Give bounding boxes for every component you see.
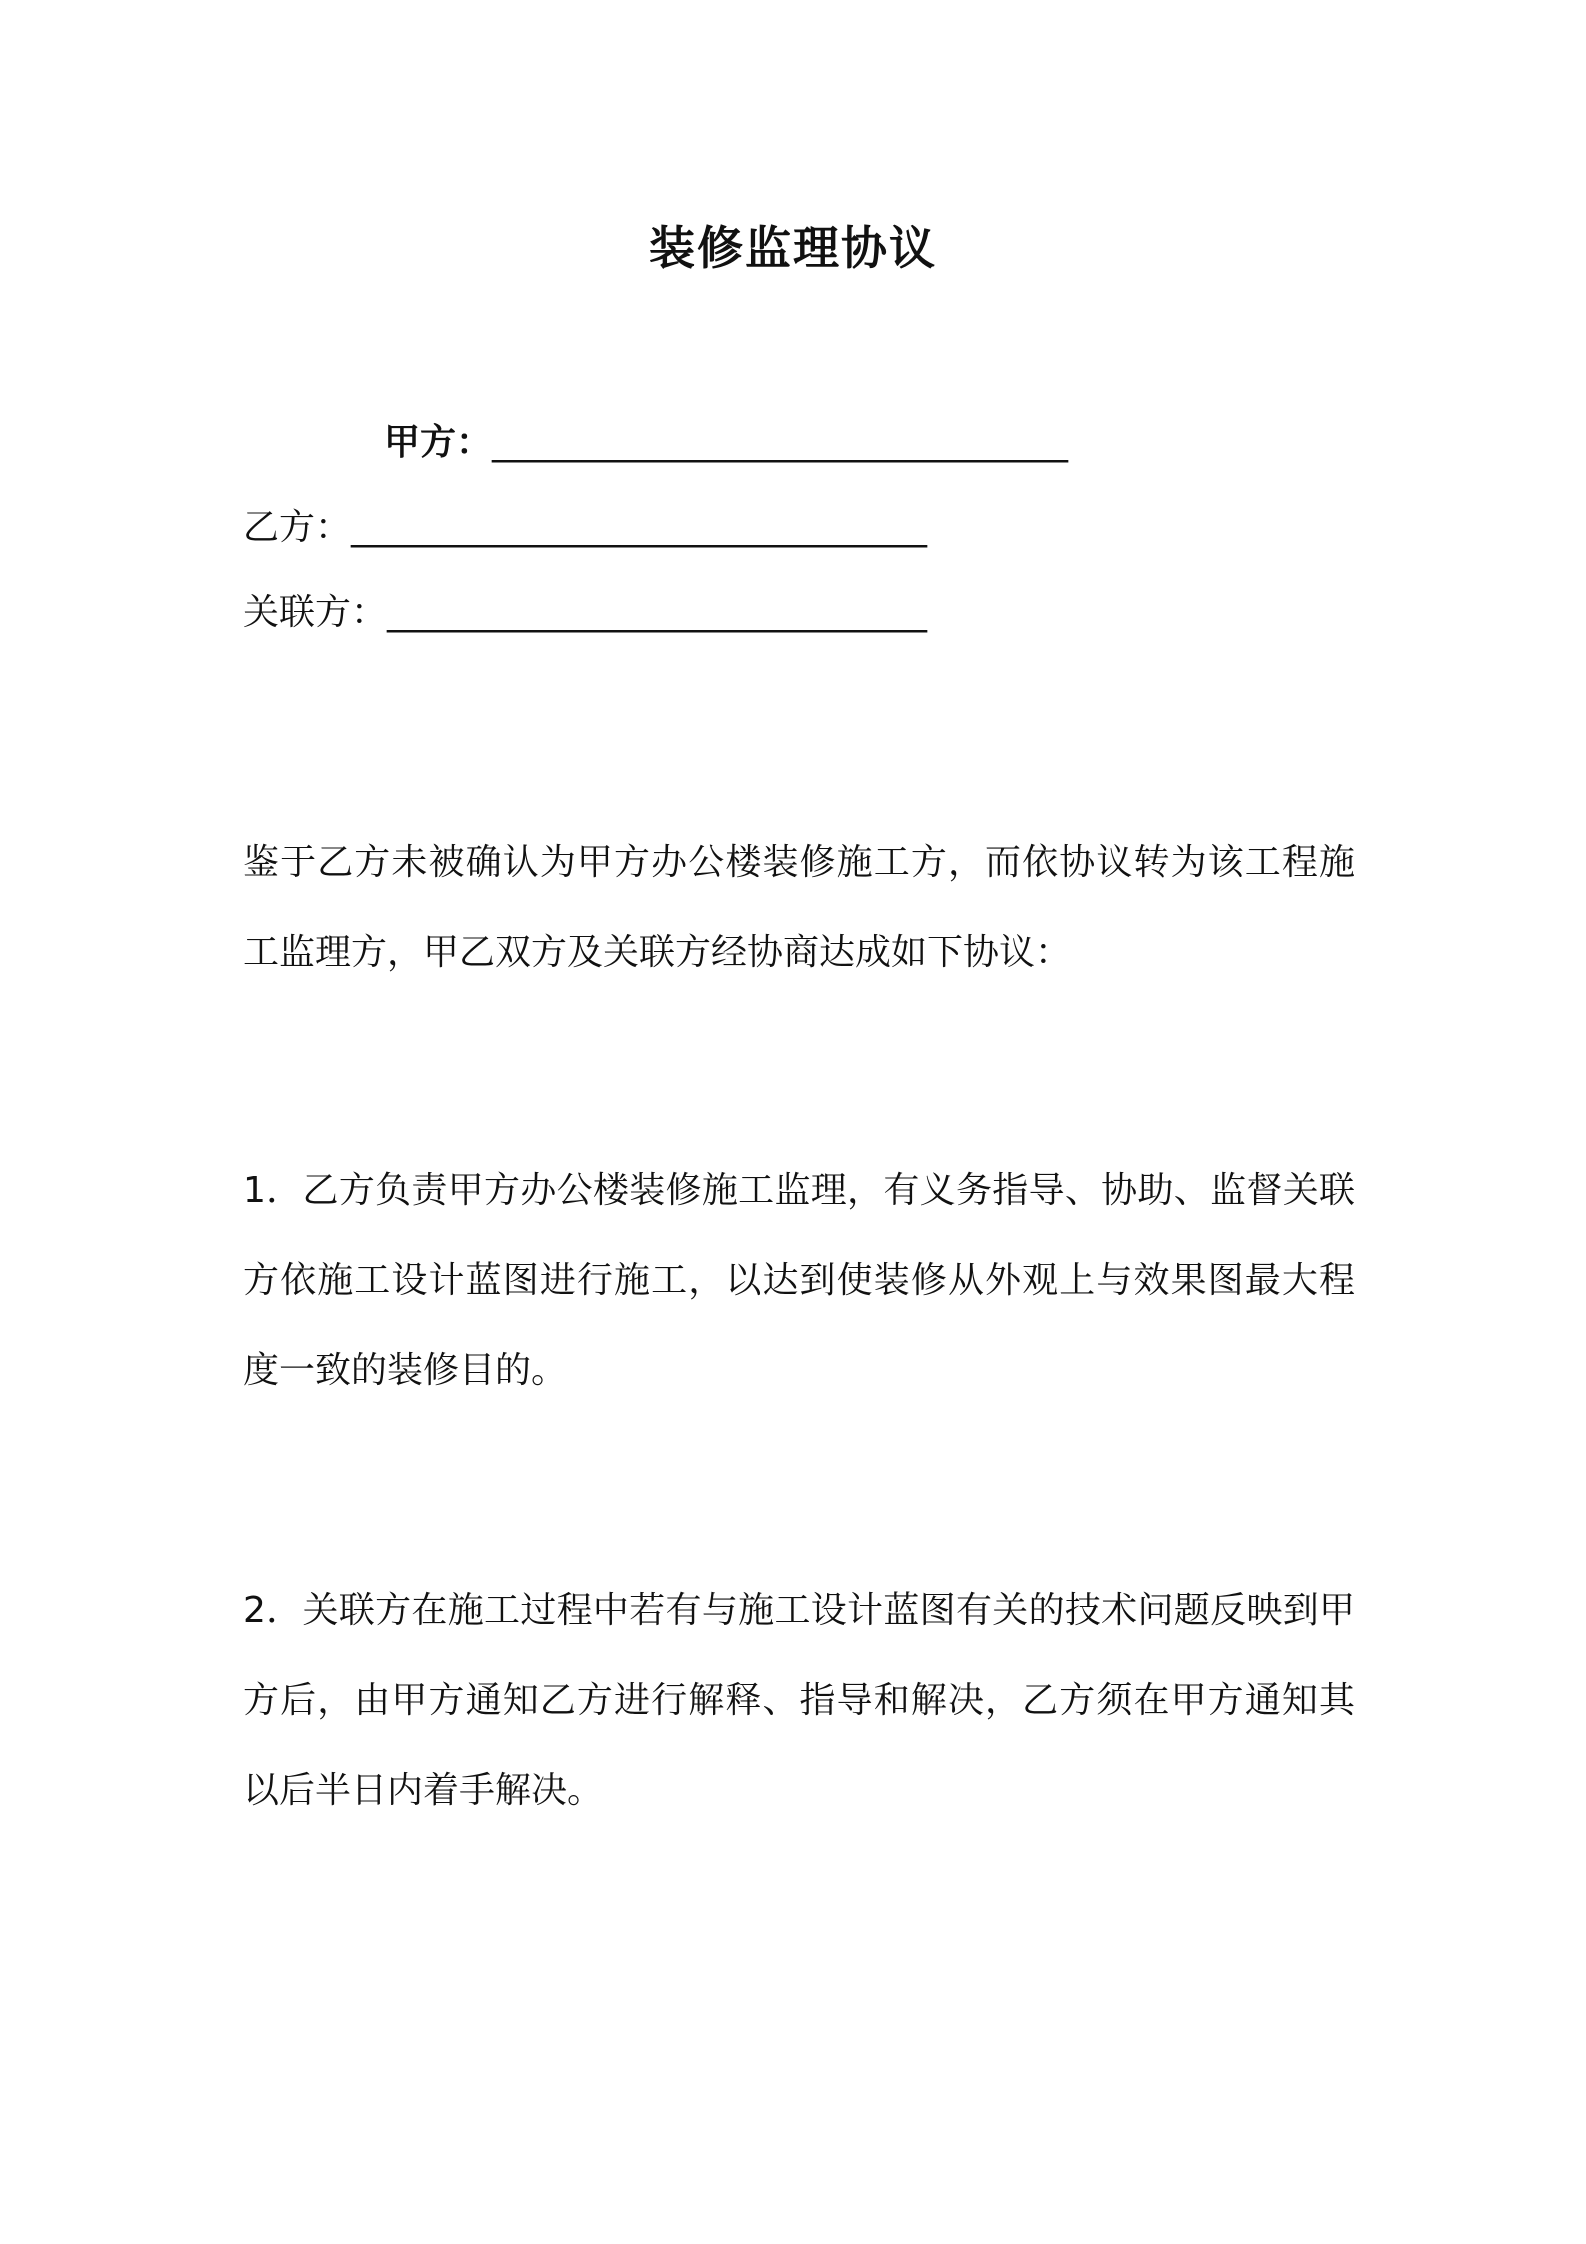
party-a-blank: ________________________________ <box>492 422 1069 463</box>
party-a-line <box>384 418 1068 468</box>
clause-2: 2．关联方在施工过程中若有与施工设计蓝图有关的技术问题反映到甲方后，由甲方通知乙方进行解释、指导和解决，乙方须在甲方通知其以后半日内着手解决。 <box>243 1590 1355 1811</box>
party-b-blank: ________________________________ <box>351 507 928 548</box>
party-a-label: 甲方： <box>384 422 493 463</box>
related-party-label: 关联方： <box>243 592 388 633</box>
intro-paragraph: 鉴于乙方未被确认为甲方办公楼装修施工方，而依协议转为该工程施工监理方，甲乙双方及关联方经协商达成如下协议： <box>243 842 1355 973</box>
related-party-line <box>243 588 927 638</box>
party-b-label: 乙方： <box>243 507 352 548</box>
clause-1: 1．乙方负责甲方办公楼装修施工监理，有义务指导、协助、监督关联方依施工设计蓝图进行施工，以达到使装修从外观上与效果图最大程度一致的装修目的。 <box>243 1170 1355 1391</box>
party-b-line <box>243 503 927 553</box>
related-party-blank: ______________________________ <box>387 592 928 633</box>
document-title: 装修监理协议 <box>649 221 937 275</box>
